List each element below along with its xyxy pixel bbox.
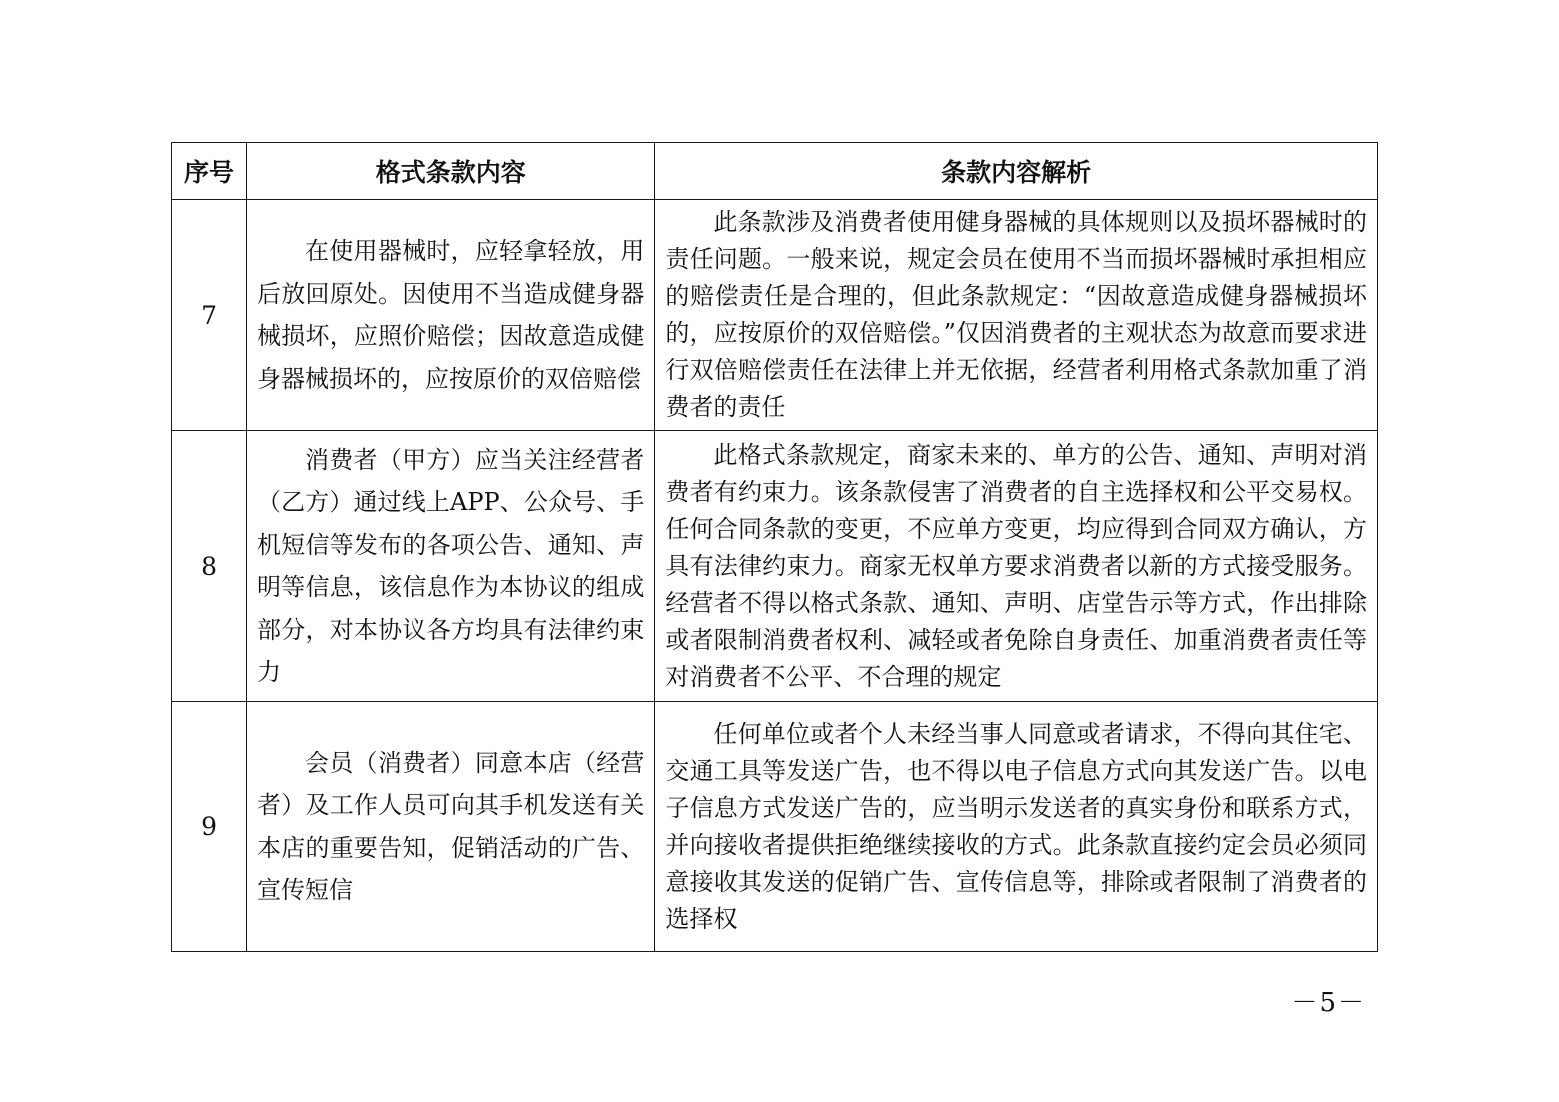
clause-table [171, 142, 1378, 952]
clause-text: 会员（消费者）同意本店（经营者）及工作人员可向其手机发送有关本店的重要告知，促销活动的广告、宣传短信 [247, 702, 655, 952]
analysis-text: 任何单位或者个人未经当事人同意或者请求，不得向其住宅、交通工具等发送广告，也不得以电子信息方式向其发送广告。以电子信息方式发送广告的，应当明示发送者的真实身份和联系方式，并向接收者提供拒绝继续接收的方式。此条款直接约定会员必须同意接收其发送的促销广告、宣传信息等，排除或者限制了消费者的选择权 [655, 702, 1378, 952]
header-serial-number: 序号 [172, 143, 247, 200]
table-header-row [172, 143, 1378, 200]
header-clause-analysis: 条款内容解析 [655, 143, 1378, 200]
page-number: －5－ [1291, 988, 1366, 1018]
row-number: 9 [172, 702, 247, 952]
analysis-text: 此条款涉及消费者使用健身器械的具体规则以及损坏器械时的责任问题。一般来说，规定会员在使用不当而损坏器械时承担相应的赔偿责任是合理的，但此条款规定：“因故意造成健身器械损坏的，应按原价的双倍赔偿。”仅因消费者的主观状态为故意而要求进行双倍赔偿责任在法律上并无依据，经营者利用格式条款加重了消费者的责任 [655, 200, 1378, 431]
table-row [172, 200, 1378, 431]
header-clause-content: 格式条款内容 [247, 143, 655, 200]
row-number: 8 [172, 431, 247, 702]
clause-text: 消费者（甲方）应当关注经营者（乙方）通过线上APP、公众号、手机短信等发布的各项公告、通知、声明等信息，该信息作为本协议的组成部分，对本协议各方均具有法律约束力 [247, 431, 655, 702]
analysis-text: 此格式条款规定，商家未来的、单方的公告、通知、声明对消费者有约束力。该条款侵害了消费者的自主选择权和公平交易权。任何合同条款的变更，不应单方变更，均应得到合同双方确认，方具有法律约束力。商家无权单方要求消费者以新的方式接受服务。经营者不得以格式条款、通知、声明、店堂告示等方式，作出排除或者限制消费者权利、减轻或者免除自身责任、加重消费者责任等对消费者不公平、不合理的规定 [655, 431, 1378, 702]
table-row [172, 431, 1378, 702]
clause-text: 在使用器械时，应轻拿轻放，用后放回原处。因使用不当造成健身器械损坏，应照价赔偿；因故意造成健身器械损坏的，应按原价的双倍赔偿 [247, 200, 655, 431]
table-row [172, 702, 1378, 952]
row-number: 7 [172, 200, 247, 431]
